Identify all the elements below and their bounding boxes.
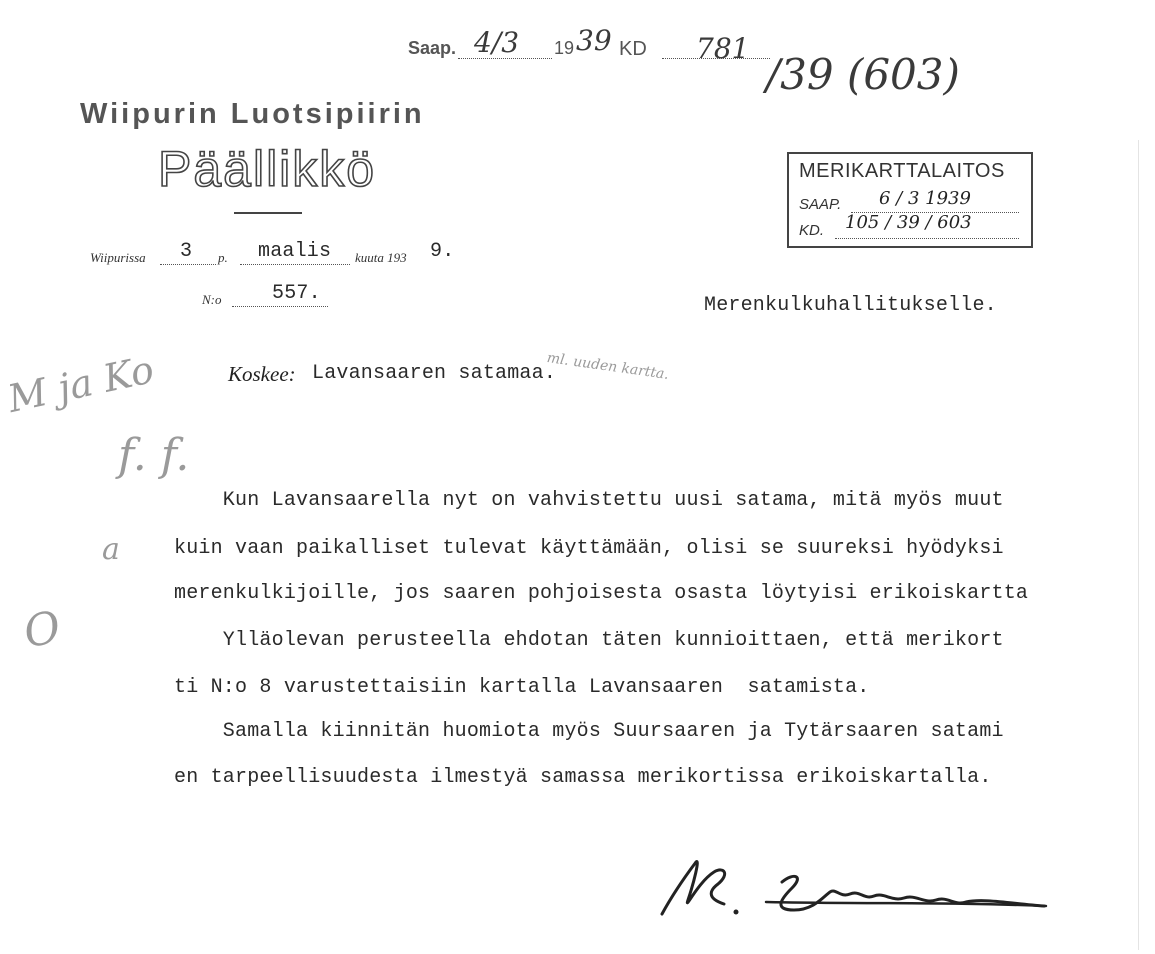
dateline-year-digit: 9. <box>430 240 455 263</box>
signature <box>654 852 1054 932</box>
signature-scrawl <box>654 852 1054 932</box>
body-line: merenkulkijoille, jos saaren pohjoisesta osasta löytyisi erikoiskartta <box>174 582 1029 605</box>
recipient: Merenkulkuhallitukselle. <box>704 294 997 317</box>
receipt-kd-number: 781 <box>696 32 750 65</box>
body-line: Ylläolevan perusteella ehdotan täten kunnioittaen, että merikort <box>174 629 1004 652</box>
body-line: kuin vaan paikalliset tulevat käyttämään, olisi se suureksi hyödyksi <box>174 537 1004 560</box>
number-value: 557. <box>272 282 321 305</box>
margin-note-3: a <box>102 532 120 567</box>
receipt-reference: /39 (603) <box>766 50 960 99</box>
margin-note-1: M ja Ko <box>4 347 158 422</box>
stamp-kd-label: KD. <box>799 222 825 239</box>
stamp-saap-value: 6 / 3 1939 <box>879 188 971 209</box>
dateline-month: maalis <box>258 240 332 263</box>
subject-value: Lavansaaren satamaa. <box>312 362 557 385</box>
body-line: ti N:o 8 varustettaisiin kartalla Lavansaaren satamista. <box>174 676 870 699</box>
signature-text <box>654 852 659 853</box>
page-edge <box>1138 140 1139 950</box>
dateline-place: Wiipurissa <box>90 250 146 265</box>
subject-label: Koskee: <box>228 362 296 386</box>
receipt-label: Saap. <box>408 38 457 58</box>
dateline-month-suffix: kuuta 193 <box>355 250 407 265</box>
body-line: Kun Lavansaarella nyt on vahvistettu uusi satama, mitä myös muut <box>174 489 1004 512</box>
receipt-year-suffix: 39 <box>576 24 612 57</box>
subject-handwritten-note: ml. uuden kartta. <box>545 350 670 383</box>
merikarttalaitos-stamp <box>787 152 1033 248</box>
dateline-day: 3 <box>180 240 193 263</box>
receipt-year-prefix: 19 <box>554 38 575 58</box>
receipt-kd-label: KD <box>619 38 647 60</box>
letterhead-divider <box>234 212 302 214</box>
number-label: N:o <box>202 292 222 307</box>
margin-note-2: f. f. <box>118 430 190 481</box>
dateline-p-label: p. <box>218 250 228 265</box>
letterhead-line1: Wiipurin Luotsipiirin <box>80 98 425 130</box>
stamp-kd-value: 105 / 39 / 603 <box>845 212 972 233</box>
stamp-title: MERIKARTTALAITOS <box>799 160 1005 182</box>
margin-note-4: O <box>20 601 65 659</box>
receipt-date: 4/3 <box>474 26 520 59</box>
body-line: en tarpeellisuudesta ilmestyä samassa merikortissa erikoiskartalla. <box>174 766 992 789</box>
body-line: Samalla kiinnitän huomiota myös Suursaaren ja Tytärsaaren satami <box>174 720 1004 743</box>
stamp-saap-label: SAAP. <box>799 196 842 213</box>
letterhead-line2: Päällikkö <box>158 141 377 197</box>
